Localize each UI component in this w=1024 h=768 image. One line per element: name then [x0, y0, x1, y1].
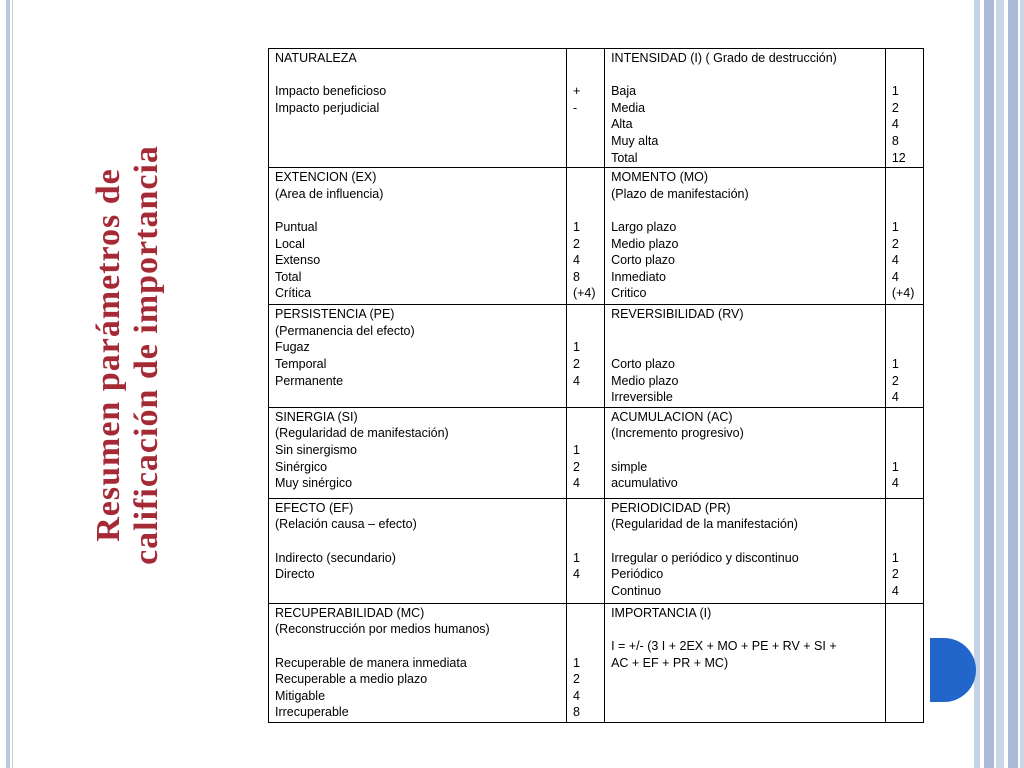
parameter-item: Puntual: [275, 219, 318, 234]
value-cell: [566, 168, 604, 305]
parameter-header-line: (Relación causa – efecto): [275, 517, 417, 532]
parameter-header-line: SINERGIA (SI): [275, 409, 358, 424]
spacer: [611, 533, 879, 550]
parameter-item: Directo: [275, 567, 315, 582]
spacer: [892, 202, 917, 219]
parameter-item: I = +/- (3 I + 2EX + MO + PE + RV + SI +: [611, 638, 837, 653]
parameter-item: Media: [611, 100, 646, 115]
parameter-header-line: [611, 442, 879, 459]
table-row: [269, 407, 924, 498]
parameter-item: Total: [275, 269, 302, 284]
parameter-item: Muy alta: [611, 133, 659, 148]
parameter-item: Muy sinérgico: [275, 476, 353, 491]
parameter-value: 4: [572, 476, 580, 491]
spacer: [892, 67, 917, 84]
parameter-item: Total: [611, 150, 638, 165]
spacer: [892, 442, 917, 459]
spacer: [275, 202, 560, 219]
value-cell: [885, 498, 923, 603]
spacer: [573, 323, 598, 340]
spacer: [573, 638, 598, 655]
value-cell: [885, 407, 923, 498]
parameter-value: 4: [572, 567, 580, 582]
parameter-value: 4: [572, 688, 580, 703]
value-cell: [885, 168, 923, 305]
spacer: [573, 516, 598, 533]
parameter-item: acumulativo: [611, 476, 678, 491]
spacer: [892, 425, 917, 442]
spacer: [611, 202, 879, 219]
parameter-item: Medio plazo: [611, 373, 679, 388]
parameters-table: [268, 48, 924, 723]
parameter-value: 2: [572, 356, 580, 371]
parameter-item: Periódico: [611, 567, 664, 582]
parameter-value: 2: [572, 236, 580, 251]
parameter-value: 1: [572, 219, 580, 234]
parameter-header-line: (Regularidad de la manifestación): [611, 517, 798, 532]
parameter-item: Alta: [611, 117, 633, 132]
parameter-header-line: IMPORTANCIA (I): [611, 605, 712, 620]
left-frame-border: [6, 0, 10, 768]
parameter-header-line: NATURALEZA: [275, 51, 357, 65]
parameter-value: 2: [572, 459, 580, 474]
parameter-cell: [269, 168, 567, 305]
right-decor-stripe: [1008, 0, 1018, 768]
parameter-item: Irrecuperable: [275, 705, 349, 720]
parameter-header-line: [611, 323, 879, 340]
spacer: [892, 50, 917, 67]
parameter-cell: [605, 168, 886, 305]
spacer: [611, 621, 879, 638]
parameter-item: Baja: [611, 84, 637, 99]
parameter-item: Permanente: [275, 373, 344, 388]
parameter-item: Crítica: [275, 286, 312, 301]
spacer: [611, 67, 879, 84]
parameter-value: 1: [891, 459, 899, 474]
spacer: [573, 186, 598, 203]
value-cell: [566, 603, 604, 722]
parameter-item: Impacto perjudicial: [275, 100, 380, 115]
table-row: [269, 49, 924, 168]
parameter-value: 4: [572, 253, 580, 268]
slide-title-line-2: calificación de importancia: [128, 145, 165, 565]
parameter-value: 1: [572, 340, 580, 355]
value-cell: [566, 407, 604, 498]
parameter-header-line: RECUPERABILIDAD (MC): [275, 605, 425, 620]
spacer: [892, 500, 917, 517]
left-frame-inner-line: [12, 0, 13, 768]
parameter-header-line: (Incremento progresivo): [611, 426, 744, 441]
parameter-value: 8: [891, 133, 899, 148]
parameter-item: Extenso: [275, 253, 321, 268]
parameter-cell: [605, 407, 886, 498]
right-decor-stripe: [996, 0, 1004, 768]
value-cell: [885, 603, 923, 722]
right-decor-stripe: [1020, 0, 1024, 768]
spacer: [892, 323, 917, 340]
parameter-item: Fugaz: [275, 340, 310, 355]
value-cell: [566, 305, 604, 408]
spacer: [275, 67, 560, 84]
parameter-item: simple: [611, 459, 648, 474]
parameter-header-line: EFECTO (EF): [275, 500, 354, 515]
parameter-value: -: [572, 100, 578, 115]
spacer: [573, 605, 598, 622]
spacer: [892, 169, 917, 186]
parameter-item: Local: [275, 236, 305, 251]
spacer: [573, 202, 598, 219]
spacer: [573, 50, 598, 67]
parameter-cell: [269, 305, 567, 408]
parameter-item: Corto plazo: [611, 356, 675, 371]
parameter-item: Inmediato: [611, 269, 666, 284]
spacer: [892, 605, 917, 622]
parameter-value: 1: [891, 356, 899, 371]
parameter-item: Critico: [611, 286, 647, 301]
spacer: [573, 306, 598, 323]
parameter-header-line: (Plazo de manifestación): [611, 186, 749, 201]
parameter-cell: [605, 603, 886, 722]
parameter-cell: [269, 407, 567, 498]
parameter-header-line: EXTENCION (EX): [275, 170, 377, 185]
parameter-cell: [605, 498, 886, 603]
parameter-header-line: REVERSIBILIDAD (RV): [611, 307, 744, 322]
parameter-value: 4: [891, 269, 899, 284]
spacer: [573, 621, 598, 638]
parameter-header-line: INTENSIDAD (I) ( Grado de destrucción): [611, 51, 837, 65]
parameter-value: 1: [891, 84, 899, 99]
parameter-item: Sinérgico: [275, 459, 328, 474]
spacer: [573, 409, 598, 426]
parameter-value: 4: [572, 373, 580, 388]
parameter-value: (+4): [891, 286, 915, 301]
spacer: [892, 409, 917, 426]
parameter-item: Temporal: [275, 356, 327, 371]
spacer: [275, 638, 560, 655]
right-decor-stripe: [974, 0, 980, 768]
parameter-header-line: (Permanencia del efecto): [275, 323, 415, 338]
spacer: [892, 621, 917, 638]
parameter-item: Sin sinergismo: [275, 442, 357, 457]
table-row: [269, 305, 924, 408]
spacer: [892, 516, 917, 533]
parameter-value: 4: [891, 390, 899, 405]
parameter-item: Indirecto (secundario): [275, 550, 396, 565]
parameter-item: Recuperable a medio plazo: [275, 672, 428, 687]
parameter-value: 4: [891, 476, 899, 491]
parameter-header-line: (Area de influencia): [275, 186, 384, 201]
parameter-item: Continuo: [611, 583, 662, 598]
parameter-item: Largo plazo: [611, 219, 677, 234]
parameter-value: 4: [891, 117, 899, 132]
spacer: [892, 306, 917, 323]
parameter-item: Irreversible: [611, 390, 673, 405]
value-cell: [885, 305, 923, 408]
parameter-value: 4: [891, 253, 899, 268]
parameter-item: Impacto beneficioso: [275, 84, 387, 99]
spacer: [573, 500, 598, 517]
spacer: [611, 339, 879, 356]
parameter-value: +: [572, 84, 581, 99]
table-row: [269, 603, 924, 722]
parameter-value: (+4): [572, 286, 596, 301]
parameter-value: 8: [572, 269, 580, 284]
parameter-value: 4: [891, 583, 899, 598]
parameter-item: Corto plazo: [611, 253, 675, 268]
parameter-value: 1: [572, 550, 580, 565]
parameter-header-line: MOMENTO (MO): [611, 170, 709, 185]
spacer: [892, 186, 917, 203]
spacer: [573, 169, 598, 186]
parameter-value: 2: [572, 672, 580, 687]
parameter-header-line: PERSISTENCIA (PE): [275, 307, 395, 322]
slide-title-line-1: Resumen parámetros de: [90, 168, 127, 542]
parameter-value: 1: [572, 442, 580, 457]
value-cell: [566, 49, 604, 168]
parameter-cell: [605, 49, 886, 168]
parameter-value: 2: [891, 100, 899, 115]
parameter-header-line: (Regularidad de manifestación): [275, 426, 449, 441]
parameter-item: Mitigable: [275, 688, 326, 703]
parameter-cell: [605, 305, 886, 408]
parameter-item: Irregular o periódico y discontinuo: [611, 550, 799, 565]
spacer: [275, 533, 560, 550]
parameter-value: 2: [891, 236, 899, 251]
value-cell: [885, 49, 923, 168]
parameter-value: 1: [572, 655, 580, 670]
parameter-item: AC + EF + PR + MC): [611, 655, 729, 670]
parameter-value: 8: [572, 705, 580, 720]
parameter-item: Medio plazo: [611, 236, 679, 251]
spacer: [573, 533, 598, 550]
parameter-cell: [269, 603, 567, 722]
parameter-header-line: ACUMULACION (AC): [611, 409, 733, 424]
parameter-item: Recuperable de manera inmediata: [275, 655, 467, 670]
parameter-cell: [269, 498, 567, 603]
parameter-header-line: (Reconstrucción por medios humanos): [275, 622, 490, 637]
parameter-header-line: PERIODICIDAD (PR): [611, 500, 731, 515]
spacer: [892, 339, 917, 356]
parameter-cell: [269, 49, 567, 168]
slide-title: [80, 75, 176, 635]
value-cell: [566, 498, 604, 603]
parameter-value: 2: [891, 567, 899, 582]
spacer: [892, 533, 917, 550]
decorative-blue-circle: [930, 638, 976, 702]
spacer: [573, 67, 598, 84]
parameter-value: 2: [891, 373, 899, 388]
spacer: [573, 425, 598, 442]
parameter-value: 1: [891, 550, 899, 565]
table-row: [269, 498, 924, 603]
parameter-value: 1: [891, 219, 899, 234]
right-decor-stripe: [984, 0, 994, 768]
table-row: [269, 168, 924, 305]
parameter-value: 12: [891, 150, 906, 165]
